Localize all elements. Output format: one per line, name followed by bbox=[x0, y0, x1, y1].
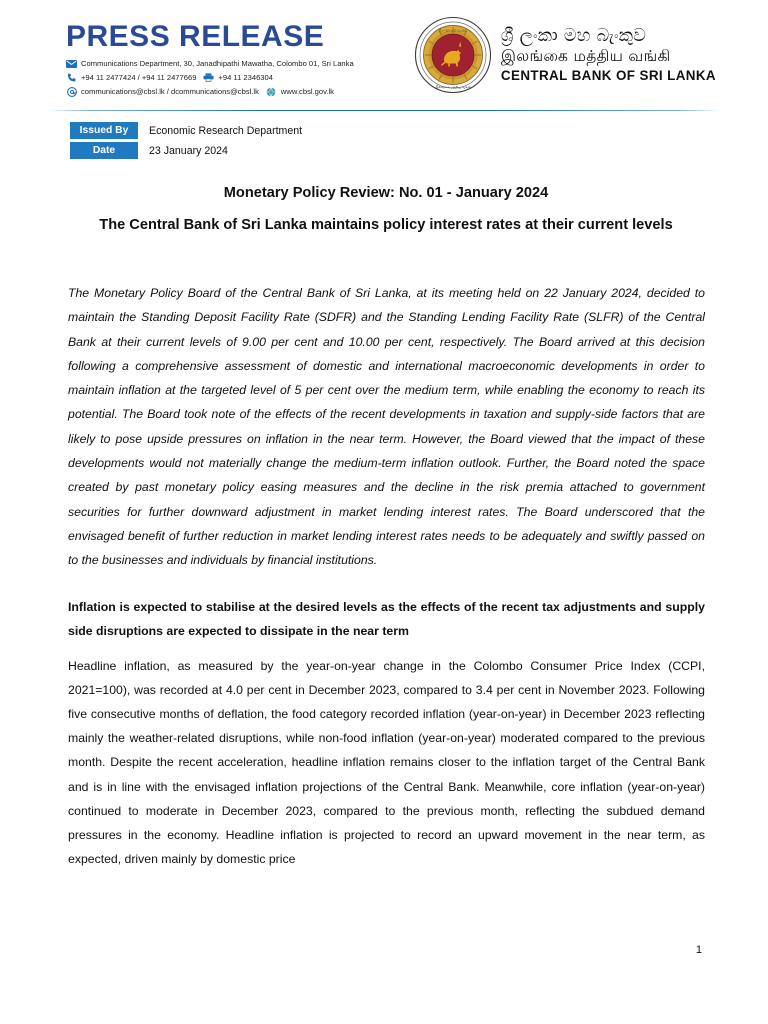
bank-name-block bbox=[501, 27, 716, 83]
contact-address-line bbox=[66, 58, 416, 71]
at-sign-icon bbox=[66, 87, 77, 96]
document-subtitle: The Central Bank of Sri Lanka maintains policy interest rates at their current levels bbox=[99, 217, 673, 233]
contact-phone-line bbox=[66, 72, 416, 85]
page-number: 1 bbox=[695, 944, 702, 956]
table-row bbox=[70, 122, 490, 139]
header-logo-block bbox=[414, 16, 716, 94]
contact-email-text[interactable]: communications@cbsl.lk / dcommunications@cbsl.lk bbox=[81, 86, 259, 96]
central-bank-seal-icon bbox=[414, 16, 492, 94]
contact-website-text[interactable]: www.cbsl.gov.lk bbox=[280, 86, 334, 96]
document-title: Monetary Policy Review: No. 01 - January 2024 bbox=[223, 185, 549, 201]
contact-phone-text: +94 11 2477424 / +94 11 2477669 bbox=[81, 72, 197, 82]
lead-paragraph: The Monetary Policy Board of the Central Bank of Sri Lanka, at its meeting held on 22 January 2024, decided to maintain the Standing Deposit Facility Rate (SDFR) and the Standing Lending Facility Rate (SLFR) of the Central Bank at their current levels of 9.00 per cent and 10.00 per cent, respectively. The Board arrived at this decision following a comprehensive assessment of domestic and international macroeconomic developments in order to maintain inflation at the targeted level of 5 per cent over the medium term, while enabling the economy to reach its potential. The Board took note of the effects of the recent developments in taxation and supply-side factors that are likely to pose upside pressures on inflation in the near term. However, the Board viewed that the impact of these developments would not materially change the medium-term inflation outlook. Further, the Board noted the space created by past monetary policy easing measures and the decline in the risk premia attached to government securities for further downward adjustment in market lending interest rates. The Board underscored that the envisaged benefit of further reduction in market lending interest rates needs to be adequately and swiftly passed on to the businesses and individuals by financial institutions. bbox=[68, 286, 705, 568]
bank-name-sinhala: ශ්‍රී ලංකා මහ බැංකුව bbox=[500, 26, 647, 47]
bank-name-english: CENTRAL BANK OF SRI LANKA bbox=[500, 67, 716, 83]
date-label: Date bbox=[70, 142, 138, 159]
issued-by-value: Economic Research Department bbox=[149, 124, 303, 137]
table-row bbox=[70, 142, 490, 159]
date-value: 23 January 2024 bbox=[149, 144, 228, 157]
header-left-block bbox=[66, 22, 416, 100]
contact-email-line bbox=[66, 86, 416, 99]
globe-icon bbox=[266, 87, 277, 96]
telephone-icon bbox=[66, 73, 77, 82]
document-header bbox=[0, 0, 768, 112]
issuance-meta-table bbox=[70, 122, 490, 162]
contact-address-text: Communications Department, 30, Janadhipathi Mawatha, Colombo 01, Sri Lanka bbox=[81, 58, 354, 68]
issued-by-label: Issued By bbox=[70, 122, 138, 139]
section-paragraph-inflation: Headline inflation, as measured by the year-on-year change in the Colombo Consumer Price Index (CCPI, 2021=100), was recorded at 4.0 per cent in December 2023, compared to 3.4 per cent in November 2023. Following five consecutive months of deflation, the food category recorded inflation (year-on-year) in December 2023 reflecting mainly the weather-related disruptions, while non-food inflation (year-on-year) moderated compared to the previous month. Despite the recent acceleration, headline inflation remains closer to the inflation target of the Central Bank and is in line with the envisaged inflation projections of the Central Bank. Meanwhile, core inflation (year-on-year) continued to moderate in December 2023, compared to the previous month, reflecting the subdued demand pressures in the economy. Headline inflation is projected to record an upward movement in the near term, as expected, driven mainly by domestic price bbox=[68, 658, 705, 867]
svg-text:ශ්‍රී ලංකා මහ බැංකුව: ශ්‍රී ලංකා මහ බැංකුව bbox=[438, 28, 468, 33]
page-title: PRESS RELEASE bbox=[66, 20, 325, 53]
envelope-icon bbox=[66, 59, 77, 68]
contact-details bbox=[66, 58, 416, 99]
fax-icon bbox=[203, 73, 214, 82]
svg-text:இலங்கை மத்திய வங்கி: இலங்கை மத்திய வங்கி bbox=[435, 85, 471, 90]
header-divider bbox=[48, 110, 720, 111]
document-body bbox=[68, 281, 705, 887]
section-heading-inflation: Inflation is expected to stabilise at the desired levels as the effects of the recent tax adjustments and supply side disruptions are expected to dissipate in the near term bbox=[68, 599, 705, 638]
contact-fax-text: +94 11 2346304 bbox=[218, 72, 273, 82]
bank-name-tamil: இலங்கை மத்திய வங்கி bbox=[500, 46, 671, 65]
